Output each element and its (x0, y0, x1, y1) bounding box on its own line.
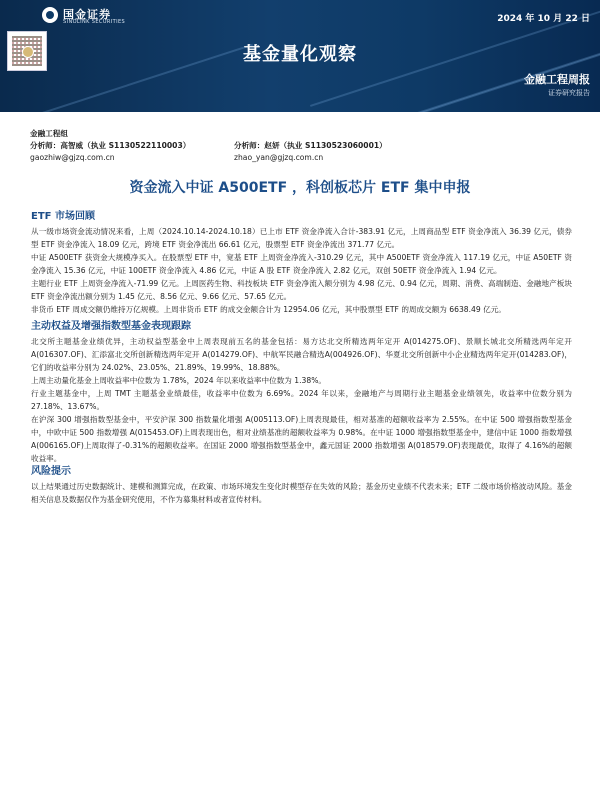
section-heading-etf: ETF 市场回顾 (31, 211, 95, 222)
paragraph: 非货币 ETF 周成交额仍维持万亿规模。上周非货币 ETF 的成交金额合计为 12954.06 亿元，其中股票型 ETF 的周成交额为 6638.49 亿元。 (31, 305, 506, 314)
analyst-2-email[interactable]: zhao_yan@gjzq.com.cn (234, 153, 324, 162)
paragraph: 在沪深 300 增强指数型基金中，平安沪深 300 指数量化增强 A(005113.OF)上周表现最佳，相对基准的超额收益率为 2.55%。在中证 500 增强指数型基金中，中欧中证 500 指数增强 A(015453.OF)上周表现出色，相对业绩基准的超额收益率为 0.98%。在中证 1000 增强指数型基金中，建信中证 1000 指数增强 A(006165.OF)上周取得了-0.31%的超额收益率。在国证 2000 增强指数型基金中，鑫元国证 2000 指数增强 A(018579.OF)表现最优，取得了 4.16%的超额收益率。 (31, 415, 572, 463)
report-subtype: 证券研究报告 (548, 89, 590, 97)
analyst-info (30, 128, 387, 164)
report-type: 金融工程周报 (524, 73, 590, 86)
report-date: 2024 年 10 月 22 日 (497, 14, 590, 24)
report-header (0, 0, 600, 112)
logo-cn-text: 国金证券 (63, 8, 111, 21)
section-heading-active: 主动权益及增强指数型基金表现跟踪 (31, 321, 191, 332)
report-body (31, 210, 572, 506)
paragraph: 中证 A500ETF 获资金大规模净买入。在股票型 ETF 中，宽基 ETF 上周资金净流入-310.29 亿元，其中 A500ETF 资金净流入 117.19 亿元，中证 A50ETF 资金净流入 15.36 亿元，中证 100ETF 资金净流入 4.86 亿元，中证 A 股 ETF 资金净流入 2.82 亿元，双创 50ETF 资金净流入 1.94 亿元。 (31, 253, 572, 275)
analyst-1-email[interactable]: gaozhiw@gjzq.com.cn (30, 153, 115, 162)
analyst-1: 分析师：高智威（执业 S1130522110003） (30, 141, 191, 150)
team-name: 金融工程组 (30, 129, 68, 138)
paragraph: 行业主题基金中，上周 TMT 主题基金业绩最佳，收益率中位数为 6.69%。2024 年以来，金融地产与周期行业主题基金业绩领先，收益率中位数分别为 27.18%、13.67%。 (31, 389, 572, 411)
paragraph: 上周主动量化基金上周收益率中位数为 1.78%，2024 年以来收益率中位数为 1.38%。 (31, 376, 327, 385)
paragraph: 主题行业 ETF 上周资金净流入-71.99 亿元。上周医药生物、科技板块 ETF 资金净流入额分别为 4.98 亿元、0.94 亿元，周期、消费、高端制造、金融地产板块 ETF 资金净流出额分别为 1.45 亿元、8.56 亿元、9.66 亿元、57.65 亿元。 (31, 279, 572, 301)
document-title: 资金流入中证 A500ETF ，科创板芯片 ETF 集中申报 (129, 180, 471, 196)
analyst-2: 分析师：赵妍（执业 S1130523060001） (234, 141, 387, 150)
paragraph: 以上结果通过历史数据统计、建模和测算完成，在政策、市场环境发生变化时模型存在失效的风险；基金历史业绩不代表未来；ETF 二级市场价格波动风险。基金相关信息及数据仅作为基金研究使用，不作为募集材料或者宣传材料。 (31, 482, 572, 504)
logo-icon (42, 7, 58, 23)
section-heading-risk: 风险提示 (31, 466, 71, 477)
company-logo (42, 6, 152, 26)
paragraph: 从一级市场资金流动情况来看，上周（2024.10.14-2024.10.18）已上市 ETF 资金净流入合计-383.91 亿元，上周商品型 ETF 资金净流入 36.39 亿元，债券型 ETF 资金净流入 18.09 亿元，跨境 ETF 资金净流出 66.61 亿元，股票型 ETF 资金净流出 371.77 亿元。 (31, 227, 572, 249)
logo-en-text: SINOLINK SECURITIES (63, 19, 126, 25)
paragraph: 北交所主题基金业绩优异，主动权益型基金中上周表现前五名的基金包括：易方达北交所精选两年定开 A(014275.OF)、景顺长城北交所精选两年定开 A(016307.OF)、汇添富北交所创新精选两年定开 A(014279.OF)、中航军民融合精选A(004926.OF)、华夏北交所创新中小企业精选两年定开(014283.OF)，它们的收益率分别为 24.02%、23.05%、21.89%、19.99%、18.88%。 (31, 337, 572, 372)
report-series-title: 基金量化观察 (243, 44, 357, 65)
